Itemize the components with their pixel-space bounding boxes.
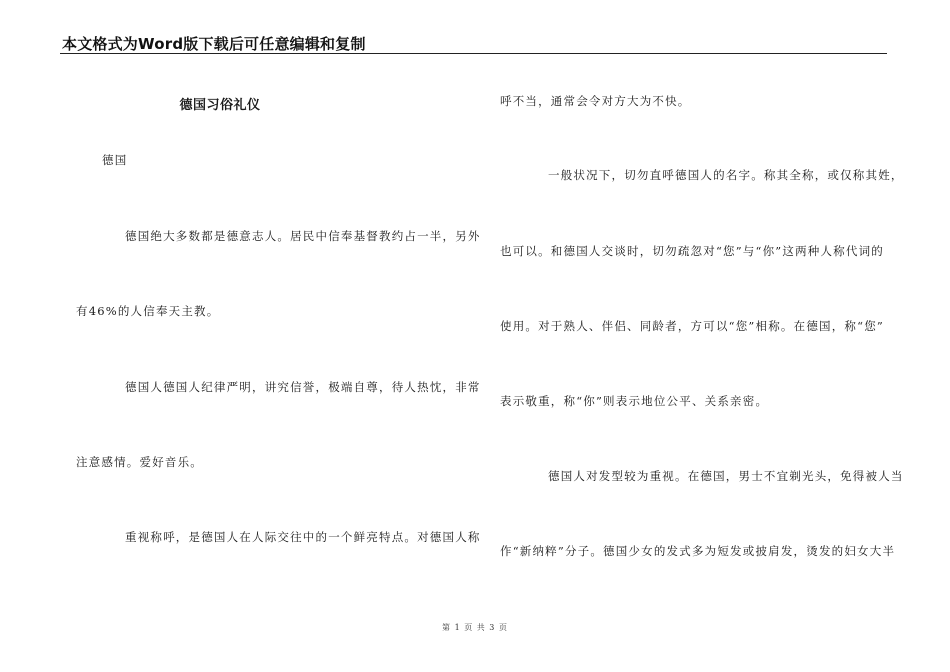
paragraph-line: 一般状况下，切勿直呼德国人的名字。称其全称，或仅称其姓， bbox=[548, 168, 904, 182]
paragraph-line: 德国绝大多数都是德意志人。居民中信奉基督教约占一半，另外 bbox=[125, 229, 481, 243]
paragraph-line: 重视称呼，是德国人在人际交往中的一个鲜亮特点。对德国人称 bbox=[125, 530, 481, 544]
paragraph-line: 德国 bbox=[102, 153, 128, 167]
header-title: 本文格式为Word版下载后可任意编辑和复制 bbox=[62, 35, 366, 53]
paragraph-line: 注意感情。爱好音乐。 bbox=[76, 455, 203, 469]
paragraph-line: 德国人德国人纪律严明，讲究信誉，极端自尊，待人热忱，非常 bbox=[125, 380, 481, 394]
paragraph-line: 也可以。和德国人交谈时，切勿疏忽对“您”与“你”这两种人称代词的 bbox=[500, 244, 884, 258]
page-indicator: 第 1 页 共 3 页 bbox=[442, 623, 508, 632]
paragraph-line: 德国人对发型较为重视。在德国，男士不宜剃光头，免得被人当 bbox=[548, 469, 904, 483]
paragraph-line: 呼不当，通常会令对方大为不快。 bbox=[500, 94, 691, 108]
header-divider bbox=[60, 53, 887, 54]
paragraph-line: 有46%的人信奉天主教。 bbox=[76, 304, 220, 318]
document-title: 德国习俗礼仪 bbox=[179, 98, 261, 113]
paragraph-line: 作“新纳粹”分子。德国少女的发式多为短发或披肩发，烫发的妇女大半 bbox=[500, 544, 896, 558]
paragraph-line: 使用。对于熟人、伴侣、同龄者，方可以“您”相称。在德国，称“您” bbox=[500, 319, 884, 333]
paragraph-line: 表示敬重，称“你”则表示地位公平、关系亲密。 bbox=[500, 394, 769, 408]
